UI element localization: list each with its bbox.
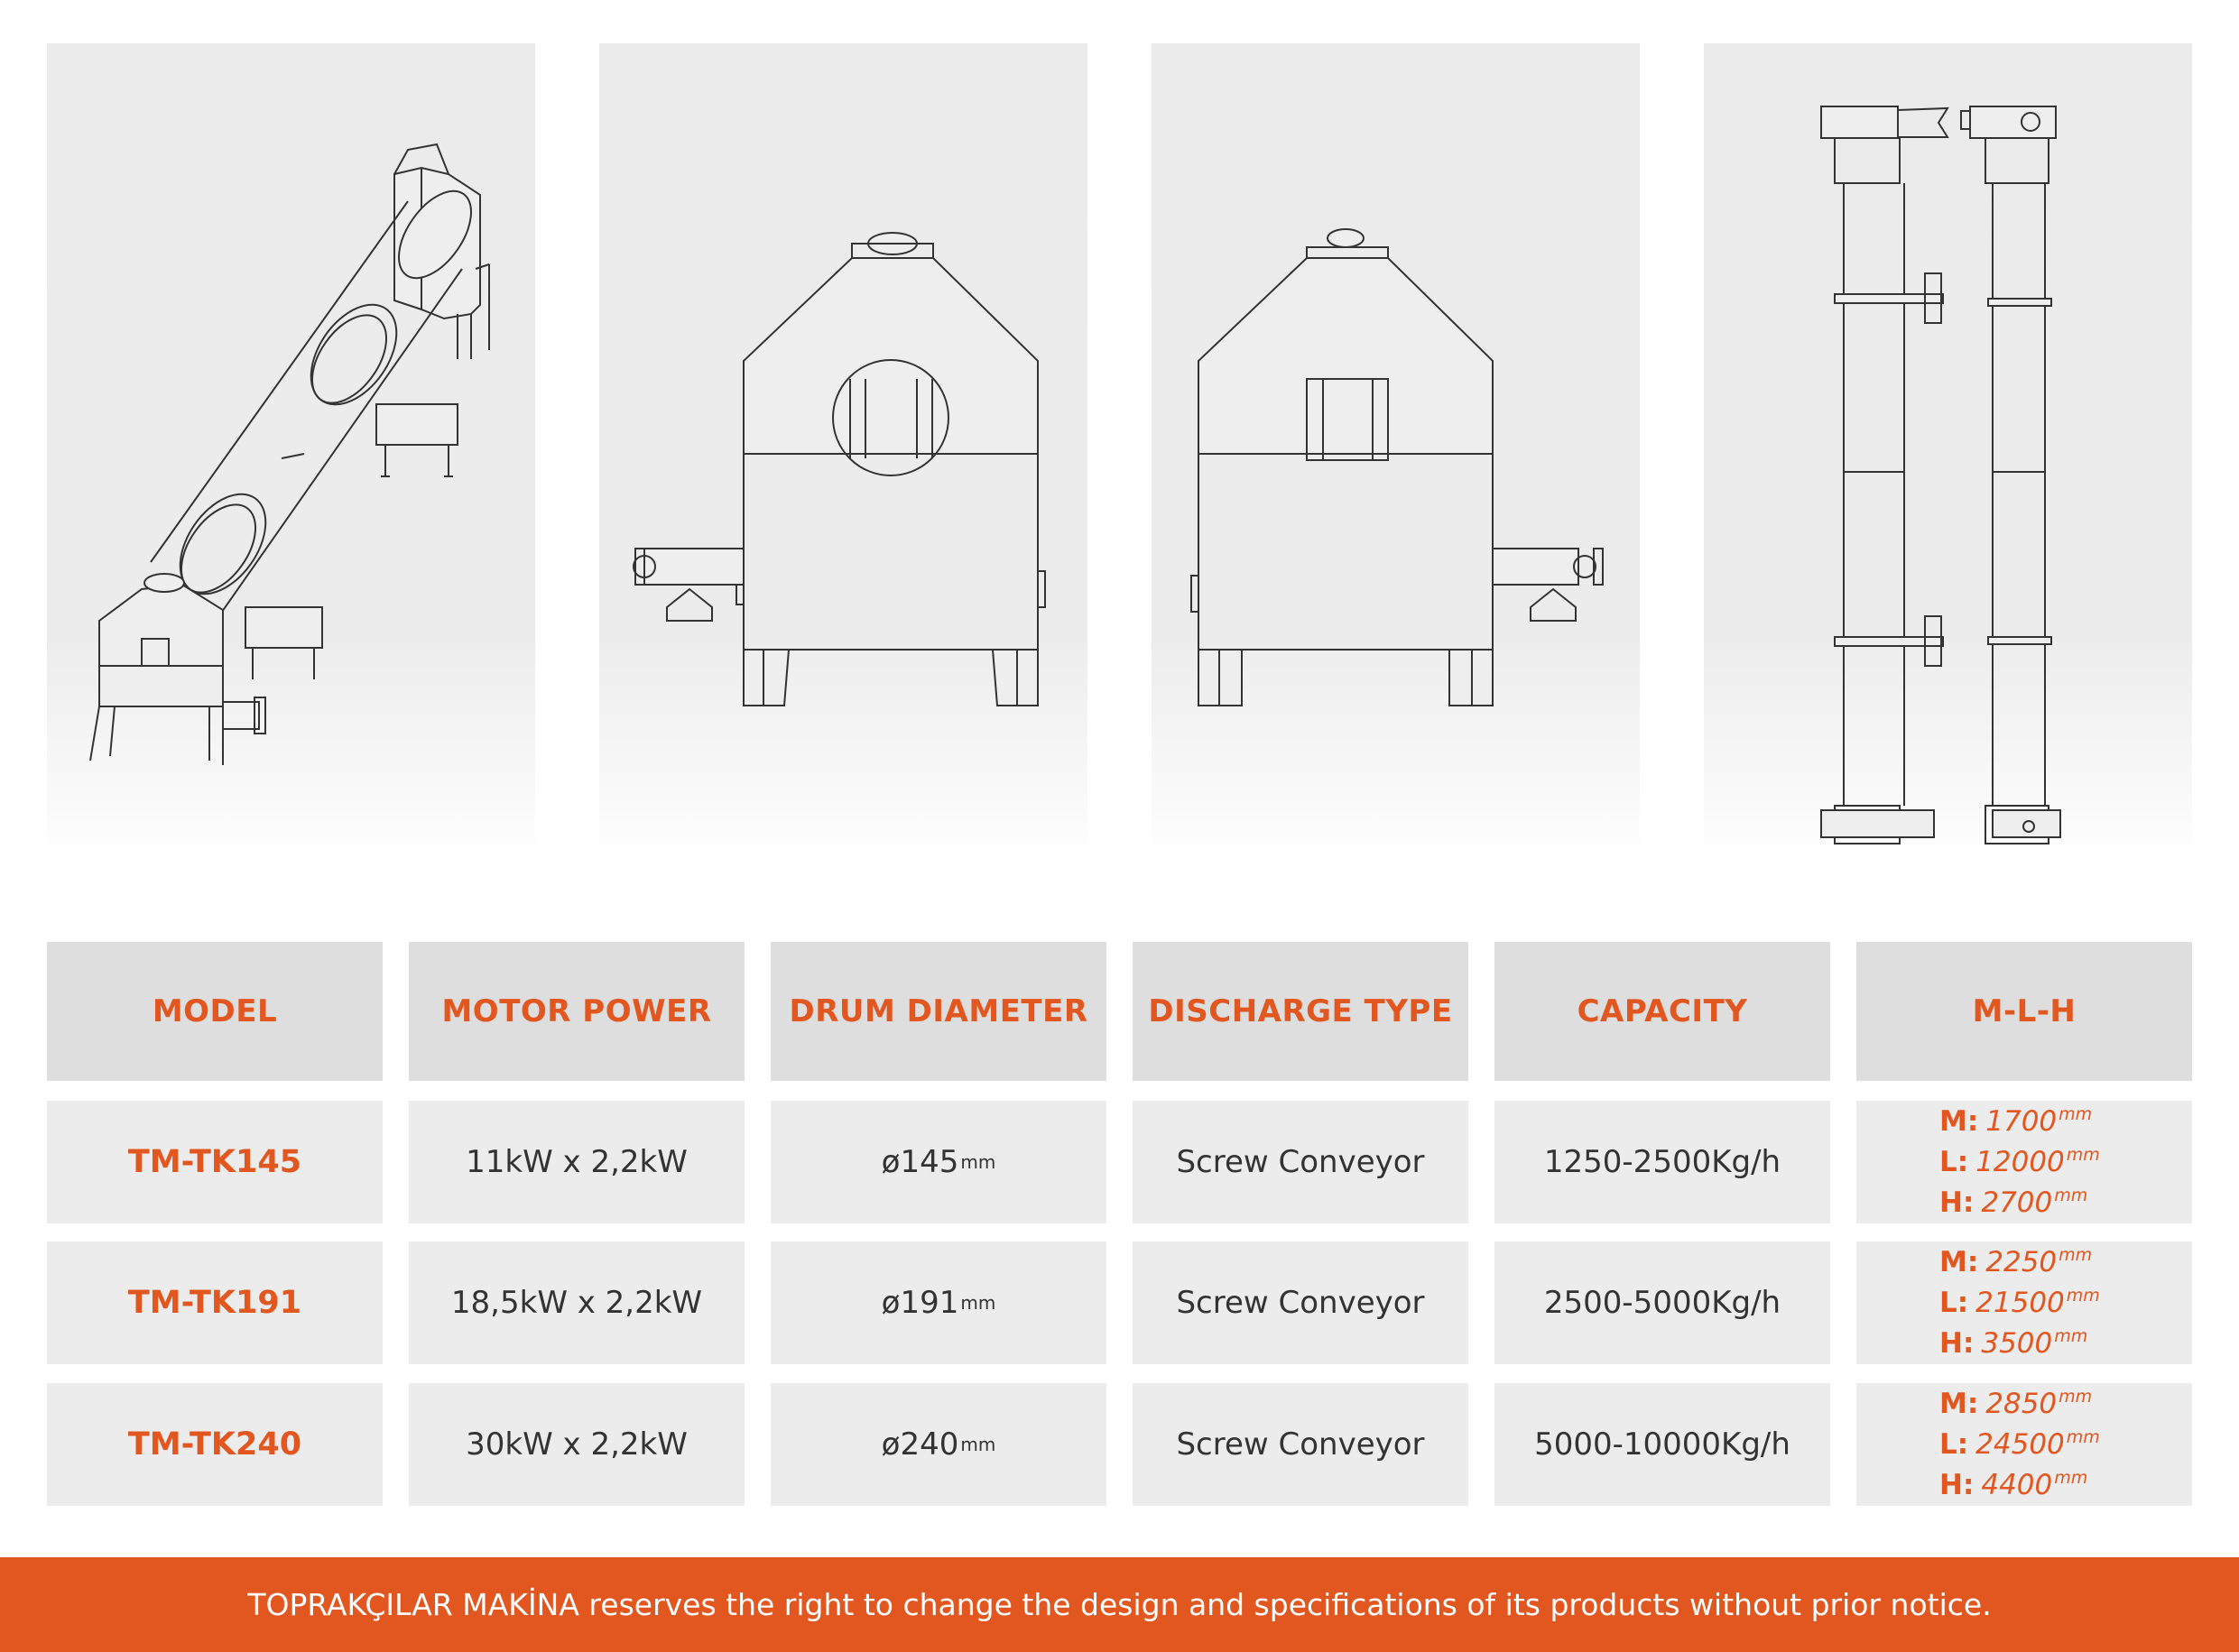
header-discharge-type: DISCHARGE TYPE	[1133, 942, 1468, 1081]
front-view-drawing	[599, 43, 1087, 864]
drum-diameter-value: ø145	[881, 1144, 959, 1180]
drum-diameter-cell: ø191 mm	[771, 1241, 1106, 1364]
drum-diameter-cell: ø240 mm	[771, 1383, 1106, 1506]
mlh-cell	[1856, 1383, 2192, 1506]
discharge-type-cell: Screw Conveyor	[1133, 1383, 1468, 1506]
discharge-type-cell: Screw Conveyor	[1133, 1101, 1468, 1223]
model-cell: TM-TK240	[47, 1383, 383, 1506]
capacity-cell: 2500-5000Kg/h	[1494, 1241, 1830, 1364]
mlh-h: H: 4400 $^{mm}$	[1939, 1468, 2088, 1501]
mlh-l: L: 24500 $^{mm}$	[1939, 1427, 2100, 1461]
capacity-cell: 5000-10000Kg/h	[1494, 1383, 1830, 1506]
mlh-cell	[1856, 1101, 2192, 1223]
mlh-cell	[1856, 1241, 2192, 1364]
mlh-l: L: 12000 $^{mm}$	[1939, 1145, 2100, 1178]
isometric-drum-drawing	[47, 43, 535, 864]
header-drum-diameter: DRUM DIAMETER	[771, 942, 1106, 1081]
motor-power-cell: 30kW x 2,2kW	[409, 1383, 745, 1506]
discharge-type-cell: Screw Conveyor	[1133, 1241, 1468, 1364]
rear-view-panel	[1152, 43, 1640, 864]
top-view-drawing	[1704, 43, 2192, 864]
header-mlh: M-L-H	[1856, 942, 2192, 1081]
top-view-panel	[1704, 43, 2192, 864]
mlh-h: H: 3500 $^{mm}$	[1939, 1326, 2088, 1360]
isometric-view-panel	[47, 43, 535, 864]
capacity-cell: 1250-2500Kg/h	[1494, 1101, 1830, 1223]
drum-diameter-cell: ø145 mm	[771, 1101, 1106, 1223]
rear-view-drawing	[1152, 43, 1640, 864]
header-capacity: CAPACITY	[1494, 942, 1830, 1081]
model-cell: TM-TK191	[47, 1241, 383, 1364]
drum-diameter-value: ø240	[881, 1426, 959, 1463]
drum-diameter-value: ø191	[881, 1285, 959, 1321]
front-view-panel	[599, 43, 1087, 864]
mlh-l: L: 21500 $^{mm}$	[1939, 1286, 2100, 1319]
disclaimer-footer	[0, 1557, 2239, 1652]
model-cell: TM-TK145	[47, 1101, 383, 1223]
motor-power-cell: 18,5kW x 2,2kW	[409, 1241, 745, 1364]
motor-power-cell: 11kW x 2,2kW	[409, 1101, 745, 1223]
mlh-m: M: 1700 $^{mm}$	[1939, 1104, 2093, 1138]
header-motor-power: MOTOR POWER	[409, 942, 745, 1081]
mlh-h: H: 2700 $^{mm}$	[1939, 1186, 2088, 1219]
mlh-m: M: 2850 $^{mm}$	[1939, 1387, 2093, 1420]
mlh-m: M: 2250 $^{mm}$	[1939, 1245, 2093, 1278]
disclaimer-text: TOPRAKÇILAR MAKİNA reserves the right to change the design and specifications of its products without prior notice.	[247, 1587, 1992, 1622]
header-model: MODEL	[47, 942, 383, 1081]
